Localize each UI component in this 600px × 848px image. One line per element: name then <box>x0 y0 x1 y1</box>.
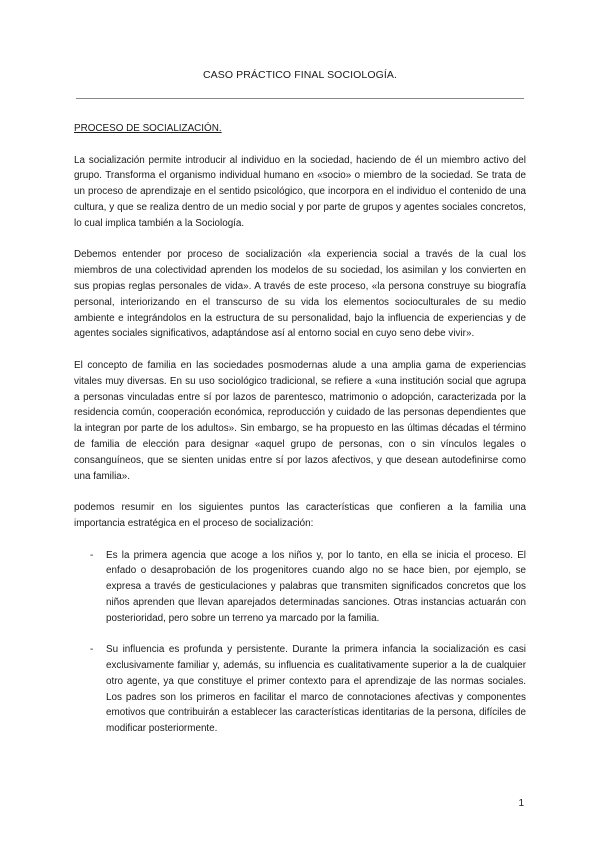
family-characteristics-list <box>74 548 526 738</box>
list-item <box>74 642 526 737</box>
bullet-dash-icon: - <box>90 549 94 561</box>
bullet-dash-icon: - <box>90 644 94 656</box>
title-divider <box>76 98 524 99</box>
list-item-text: Es la primera agencia que acoge a los niños y, por lo tanto, en ella se inicia el proceso. El enfado o desaprobación de los progenitores cuando algo no se hace bien, por ejemplo, se expresa a través de gesticulaciones y palabras que transmiten significados concretos que los niños aprenden que llevan aparejados determinadas sanciones. Otras instancias actuarán con posterioridad, pero sobre un terreno ya marcado por la familia. <box>106 549 526 624</box>
document-body <box>74 121 526 753</box>
list-item <box>74 548 526 627</box>
paragraph-family-concept: El concepto de familia en las sociedades posmodernas alude a una amplia gama de experiencias vitales muy diversas. En su uso sociológico tradicional, se refiere a «una institución social que agrupa a personas vinculadas entre sí por lazos de parentesco, matrimonio o adopción, caracterizada por la residencia común, cooperación económica, reproducción y cuidado de las personas dependientes que la integran por parte de los adultos». Sin embargo, se ha propuesto en las últimas décadas el término de familia de elección para designar «aquel grupo de personas, con o sin vínculos legales o consanguíneos, que se sienten unidas entre sí por lazos afectivos, y que desean autodefinirse como una familia». <box>74 359 526 482</box>
paragraph-socialization-intro: La socialización permite introducir al individuo en la sociedad, haciendo de él un miembro activo del grupo. Transforma el organismo individual humano en «socio» o miembro de la sociedad. Se trata de un proceso de aprendizaje en el sentido psicológico, que incorpora en el individuo el contenido de una cultura, y que se realiza dentro de un medio social y por parte de grupos y agentes sociales concretos, lo cual implica también a la Sociología. <box>74 154 526 229</box>
list-item-text: Su influencia es profunda y persistente. Durante la primera infancia la socialización es casi exclusivamente familiar y, además, su influencia es cualitativamente superior a la de cualquier otro agente, ya que constituye el primer contexto para el aprendizaje de las normas sociales. Los padres son los primeros en facilitar el marco de connotaciones afectivas y componentes emotivos que contribuirán a establecer las características identitarias de la persona, difíciles de modificar posteriormente. <box>106 644 526 735</box>
page-number: 1 <box>518 798 524 809</box>
paragraph-socialization-definition: Debemos entender por proceso de socialización «la experiencia social a través de la cual los miembros de una colectividad aprenden los modelos de su sociedad, los asimilan y los convierten en sus propias reglas personales de vida». A través de este proceso, «la persona construye su biografía personal, interiorizando en el transcurso de su vida los elementos socioculturales de su medio ambiente e integrándolos en la estructura de su personalidad, bajo la influencia de experiencias y de agentes sociales significativos, adaptándose así al entorno social en cuyo seno debe vivir». <box>74 249 526 340</box>
document-title: CASO PRÁCTICO FINAL SOCIOLOGÍA. <box>202 69 398 81</box>
section-heading: PROCESO DE SOCIALIZACIÓN. <box>74 123 222 134</box>
paragraph-list-intro: podemos resumir en los siguientes puntos las características que confieren a la familia una importancia estratégica en el proceso de socialización: <box>74 502 526 529</box>
